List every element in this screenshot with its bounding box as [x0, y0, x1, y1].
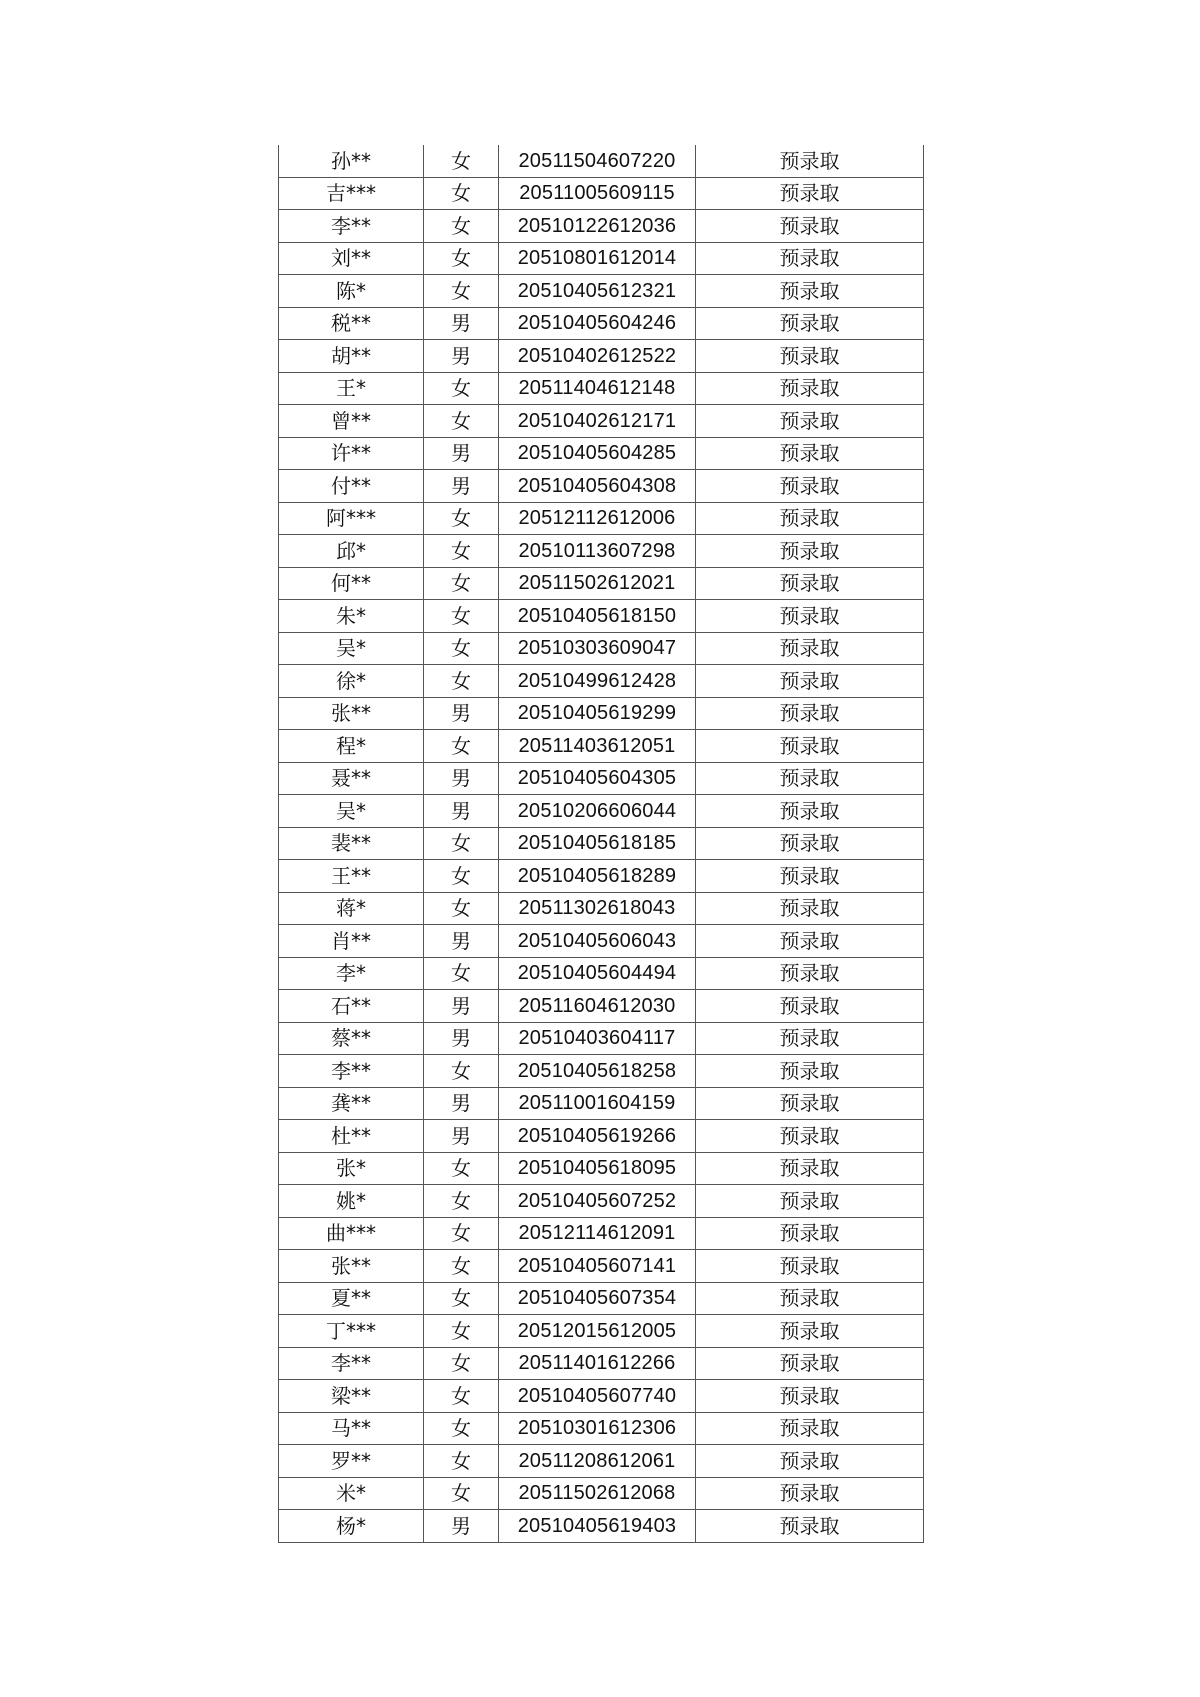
name-cell: 李**	[279, 210, 424, 243]
table-row	[279, 1022, 924, 1055]
gender-cell: 女	[424, 665, 499, 698]
table-row	[279, 1152, 924, 1185]
name-cell: 张*	[279, 1152, 424, 1185]
name-cell: 米*	[279, 1477, 424, 1510]
table-row	[279, 632, 924, 665]
name-cell: 杨*	[279, 1510, 424, 1543]
status-cell: 预录取	[696, 795, 924, 828]
gender-cell: 男	[424, 307, 499, 340]
exam-number-cell: 20510405618185	[499, 827, 696, 860]
table-row	[279, 762, 924, 795]
exam-number-cell: 20511502612068	[499, 1477, 696, 1510]
name-cell: 石**	[279, 990, 424, 1023]
status-cell: 预录取	[696, 1152, 924, 1185]
exam-number-cell: 20511001604159	[499, 1087, 696, 1120]
gender-cell: 男	[424, 1087, 499, 1120]
table-row	[279, 990, 924, 1023]
name-cell: 阿***	[279, 502, 424, 535]
status-cell: 预录取	[696, 1445, 924, 1478]
exam-number-cell: 20510405607252	[499, 1185, 696, 1218]
gender-cell: 女	[424, 1250, 499, 1283]
name-cell: 马**	[279, 1412, 424, 1445]
table-row	[279, 1412, 924, 1445]
exam-number-cell: 20510405604305	[499, 762, 696, 795]
status-cell: 预录取	[696, 242, 924, 275]
gender-cell: 女	[424, 730, 499, 763]
name-cell: 杜**	[279, 1120, 424, 1153]
gender-cell: 男	[424, 470, 499, 503]
status-cell: 预录取	[696, 210, 924, 243]
name-cell: 徐*	[279, 665, 424, 698]
gender-cell: 女	[424, 860, 499, 893]
gender-cell: 女	[424, 1315, 499, 1348]
name-cell: 曲***	[279, 1217, 424, 1250]
status-cell: 预录取	[696, 1250, 924, 1283]
status-cell: 预录取	[696, 1022, 924, 1055]
exam-number-cell: 20510405607354	[499, 1282, 696, 1315]
status-cell: 预录取	[696, 1055, 924, 1088]
table-row	[279, 892, 924, 925]
gender-cell: 女	[424, 372, 499, 405]
status-cell: 预录取	[696, 860, 924, 893]
name-cell: 胡**	[279, 340, 424, 373]
name-cell: 张**	[279, 697, 424, 730]
gender-cell: 男	[424, 762, 499, 795]
exam-number-cell: 20510499612428	[499, 665, 696, 698]
table-row	[279, 405, 924, 438]
status-cell: 预录取	[696, 1217, 924, 1250]
exam-number-cell: 20510405619299	[499, 697, 696, 730]
name-cell: 姚*	[279, 1185, 424, 1218]
exam-number-cell: 20511302618043	[499, 892, 696, 925]
exam-number-cell: 20510405618289	[499, 860, 696, 893]
gender-cell: 女	[424, 1445, 499, 1478]
gender-cell: 女	[424, 1185, 499, 1218]
table-row	[279, 1445, 924, 1478]
name-cell: 程*	[279, 730, 424, 763]
status-cell: 预录取	[696, 957, 924, 990]
gender-cell: 女	[424, 210, 499, 243]
status-cell: 预录取	[696, 1087, 924, 1120]
gender-cell: 女	[424, 632, 499, 665]
name-cell: 李**	[279, 1055, 424, 1088]
gender-cell: 女	[424, 275, 499, 308]
gender-cell: 男	[424, 1120, 499, 1153]
admission-table-body	[279, 145, 924, 1542]
name-cell: 陈*	[279, 275, 424, 308]
name-cell: 李*	[279, 957, 424, 990]
exam-number-cell: 20510405604246	[499, 307, 696, 340]
exam-number-cell: 20510405604285	[499, 437, 696, 470]
name-cell: 刘**	[279, 242, 424, 275]
status-cell: 预录取	[696, 1380, 924, 1413]
exam-number-cell: 20510405619403	[499, 1510, 696, 1543]
exam-number-cell: 20510405619266	[499, 1120, 696, 1153]
status-cell: 预录取	[696, 697, 924, 730]
status-cell: 预录取	[696, 600, 924, 633]
name-cell: 税**	[279, 307, 424, 340]
table-row	[279, 1087, 924, 1120]
exam-number-cell: 20510303609047	[499, 632, 696, 665]
name-cell: 王**	[279, 860, 424, 893]
status-cell: 预录取	[696, 307, 924, 340]
exam-number-cell: 20510405618095	[499, 1152, 696, 1185]
table-row	[279, 470, 924, 503]
gender-cell: 男	[424, 795, 499, 828]
exam-number-cell: 20510206606044	[499, 795, 696, 828]
status-cell: 预录取	[696, 502, 924, 535]
table-row	[279, 1510, 924, 1543]
name-cell: 吴*	[279, 795, 424, 828]
exam-number-cell: 20510405618258	[499, 1055, 696, 1088]
status-cell: 预录取	[696, 177, 924, 210]
exam-number-cell: 20510405604308	[499, 470, 696, 503]
gender-cell: 女	[424, 1152, 499, 1185]
status-cell: 预录取	[696, 405, 924, 438]
exam-number-cell: 20511005609115	[499, 177, 696, 210]
status-cell: 预录取	[696, 340, 924, 373]
table-row	[279, 242, 924, 275]
gender-cell: 女	[424, 535, 499, 568]
name-cell: 裴**	[279, 827, 424, 860]
status-cell: 预录取	[696, 925, 924, 958]
exam-number-cell: 20511403612051	[499, 730, 696, 763]
table-row	[279, 177, 924, 210]
status-cell: 预录取	[696, 730, 924, 763]
status-cell: 预录取	[696, 1282, 924, 1315]
name-cell: 王*	[279, 372, 424, 405]
name-cell: 罗**	[279, 1445, 424, 1478]
status-cell: 预录取	[696, 1315, 924, 1348]
gender-cell: 女	[424, 1380, 499, 1413]
name-cell: 梁**	[279, 1380, 424, 1413]
table-row	[279, 1185, 924, 1218]
table-row	[279, 860, 924, 893]
name-cell: 邱*	[279, 535, 424, 568]
table-row	[279, 730, 924, 763]
gender-cell: 女	[424, 145, 499, 177]
gender-cell: 男	[424, 340, 499, 373]
table-row	[279, 1477, 924, 1510]
status-cell: 预录取	[696, 437, 924, 470]
status-cell: 预录取	[696, 665, 924, 698]
status-cell: 预录取	[696, 1120, 924, 1153]
name-cell: 张**	[279, 1250, 424, 1283]
exam-number-cell: 20511404612148	[499, 372, 696, 405]
status-cell: 预录取	[696, 470, 924, 503]
table-row	[279, 307, 924, 340]
status-cell: 预录取	[696, 567, 924, 600]
gender-cell: 女	[424, 405, 499, 438]
exam-number-cell: 20510402612522	[499, 340, 696, 373]
status-cell: 预录取	[696, 892, 924, 925]
table-row	[279, 600, 924, 633]
table-row	[279, 535, 924, 568]
gender-cell: 女	[424, 957, 499, 990]
name-cell: 聂**	[279, 762, 424, 795]
exam-number-cell: 20512114612091	[499, 1217, 696, 1250]
exam-number-cell: 20510402612171	[499, 405, 696, 438]
table-row	[279, 210, 924, 243]
name-cell: 付**	[279, 470, 424, 503]
table-row	[279, 665, 924, 698]
status-cell: 预录取	[696, 632, 924, 665]
name-cell: 肖**	[279, 925, 424, 958]
table-row	[279, 372, 924, 405]
table-row	[279, 275, 924, 308]
status-cell: 预录取	[696, 990, 924, 1023]
status-cell: 预录取	[696, 1412, 924, 1445]
admission-table	[278, 145, 924, 1543]
exam-number-cell: 20510405604494	[499, 957, 696, 990]
exam-number-cell: 20510301612306	[499, 1412, 696, 1445]
gender-cell: 女	[424, 177, 499, 210]
exam-number-cell: 20512112612006	[499, 502, 696, 535]
table-row	[279, 145, 924, 177]
gender-cell: 女	[424, 1477, 499, 1510]
name-cell: 丁***	[279, 1315, 424, 1348]
table-row	[279, 1347, 924, 1380]
gender-cell: 女	[424, 1217, 499, 1250]
status-cell: 预录取	[696, 1185, 924, 1218]
status-cell: 预录取	[696, 275, 924, 308]
gender-cell: 女	[424, 600, 499, 633]
table-row	[279, 925, 924, 958]
exam-number-cell: 20510801612014	[499, 242, 696, 275]
status-cell: 预录取	[696, 1477, 924, 1510]
exam-number-cell: 20510405607740	[499, 1380, 696, 1413]
name-cell: 吴*	[279, 632, 424, 665]
status-cell: 预录取	[696, 827, 924, 860]
name-cell: 蔡**	[279, 1022, 424, 1055]
name-cell: 曾**	[279, 405, 424, 438]
table-row	[279, 1055, 924, 1088]
gender-cell: 男	[424, 697, 499, 730]
gender-cell: 女	[424, 1282, 499, 1315]
table-row	[279, 567, 924, 600]
table-row	[279, 827, 924, 860]
status-cell: 预录取	[696, 762, 924, 795]
gender-cell: 男	[424, 925, 499, 958]
exam-number-cell: 20510403604117	[499, 1022, 696, 1055]
exam-number-cell: 20511401612266	[499, 1347, 696, 1380]
gender-cell: 女	[424, 1347, 499, 1380]
gender-cell: 女	[424, 1412, 499, 1445]
status-cell: 预录取	[696, 145, 924, 177]
table-row	[279, 1315, 924, 1348]
name-cell: 李**	[279, 1347, 424, 1380]
name-cell: 孙**	[279, 145, 424, 177]
gender-cell: 男	[424, 437, 499, 470]
exam-number-cell: 20511604612030	[499, 990, 696, 1023]
gender-cell: 女	[424, 502, 499, 535]
table-row	[279, 1120, 924, 1153]
exam-number-cell: 20510405618150	[499, 600, 696, 633]
table-row	[279, 1282, 924, 1315]
status-cell: 预录取	[696, 372, 924, 405]
name-cell: 许**	[279, 437, 424, 470]
name-cell: 龚**	[279, 1087, 424, 1120]
exam-number-cell: 20510405606043	[499, 925, 696, 958]
table-row	[279, 1380, 924, 1413]
gender-cell: 女	[424, 827, 499, 860]
table-row	[279, 1217, 924, 1250]
table-row	[279, 340, 924, 373]
gender-cell: 男	[424, 990, 499, 1023]
table-row	[279, 697, 924, 730]
name-cell: 夏**	[279, 1282, 424, 1315]
gender-cell: 女	[424, 1055, 499, 1088]
gender-cell: 女	[424, 892, 499, 925]
exam-number-cell: 20510113607298	[499, 535, 696, 568]
table-row	[279, 957, 924, 990]
name-cell: 何**	[279, 567, 424, 600]
exam-number-cell: 20511504607220	[499, 145, 696, 177]
gender-cell: 女	[424, 242, 499, 275]
exam-number-cell: 20511502612021	[499, 567, 696, 600]
exam-number-cell: 20510405607141	[499, 1250, 696, 1283]
status-cell: 预录取	[696, 535, 924, 568]
table-row	[279, 502, 924, 535]
gender-cell: 男	[424, 1022, 499, 1055]
exam-number-cell: 20510122612036	[499, 210, 696, 243]
gender-cell: 男	[424, 1510, 499, 1543]
exam-number-cell: 20511208612061	[499, 1445, 696, 1478]
gender-cell: 女	[424, 567, 499, 600]
name-cell: 蒋*	[279, 892, 424, 925]
exam-number-cell: 20510405612321	[499, 275, 696, 308]
status-cell: 预录取	[696, 1347, 924, 1380]
table-row	[279, 1250, 924, 1283]
table-row	[279, 437, 924, 470]
table-row	[279, 795, 924, 828]
status-cell: 预录取	[696, 1510, 924, 1543]
exam-number-cell: 20512015612005	[499, 1315, 696, 1348]
name-cell: 朱*	[279, 600, 424, 633]
name-cell: 吉***	[279, 177, 424, 210]
